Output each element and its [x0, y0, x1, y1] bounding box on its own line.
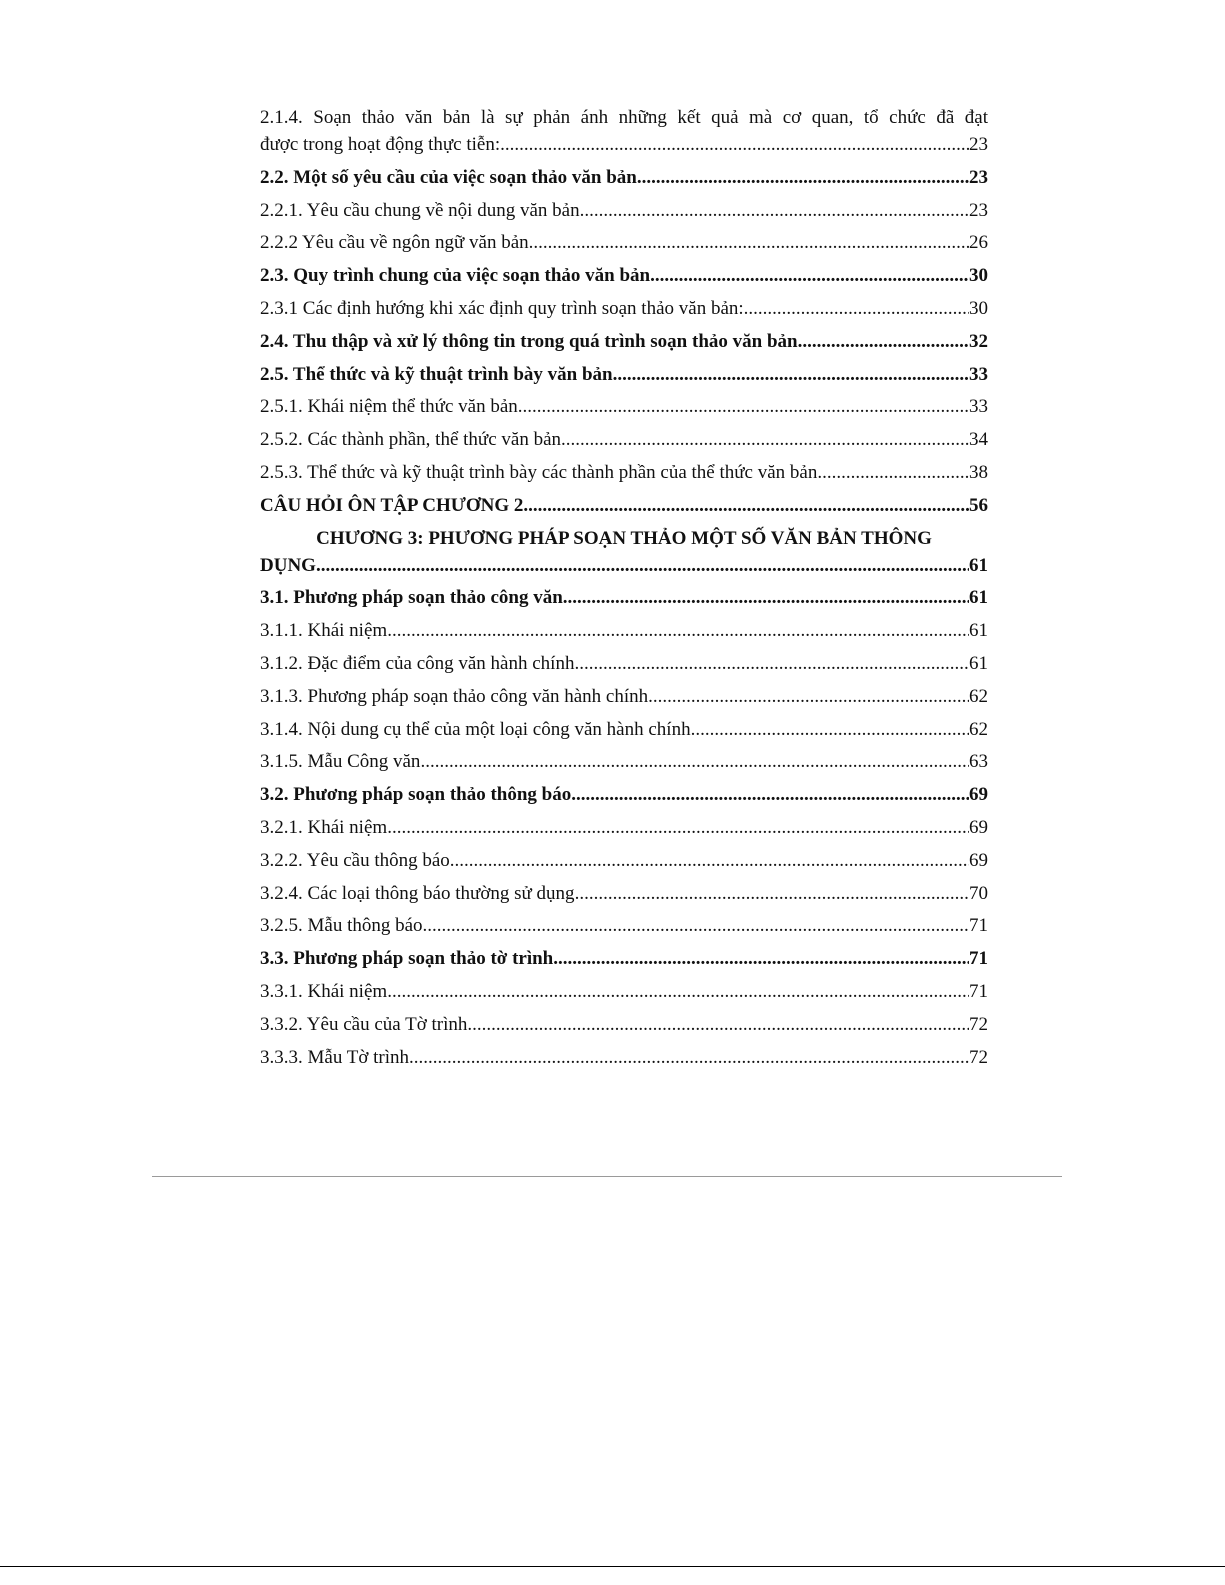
toc-entry-title: 3.1.5. Mẫu Công văn	[260, 751, 421, 773]
dot-leader	[553, 945, 969, 972]
dot-leader	[648, 683, 969, 710]
dot-leader	[518, 393, 969, 420]
toc-entry[interactable]	[260, 1044, 988, 1071]
toc-page-number: 38	[969, 461, 988, 483]
toc-entry[interactable]	[260, 393, 988, 420]
page-bottom-edge	[0, 1566, 1225, 1567]
toc-page-number: 33	[969, 363, 988, 385]
toc-page-number: 62	[969, 685, 988, 707]
toc-entry[interactable]	[260, 683, 988, 710]
toc-entry[interactable]	[260, 978, 988, 1005]
toc-entry[interactable]	[260, 847, 988, 874]
toc-page-number: 69	[969, 816, 988, 838]
toc-page-number: 23	[969, 134, 988, 155]
toc-review-questions[interactable]	[260, 492, 988, 519]
toc-entry-title: 3.2.2. Yêu cầu thông báo	[260, 849, 450, 871]
toc-page-number: 26	[969, 232, 988, 254]
toc-page-number: 69	[969, 784, 988, 806]
toc-entry[interactable]	[260, 748, 988, 775]
toc-entry-title: 3.3.2. Yêu cầu của Tờ trình	[260, 1013, 468, 1035]
dot-leader	[817, 459, 969, 486]
toc-entry[interactable]	[260, 197, 988, 224]
toc-entry[interactable]	[260, 459, 988, 486]
toc-section-heading[interactable]	[260, 945, 988, 972]
toc-entry-title: 3.1.1. Khái niệm	[260, 620, 388, 642]
toc-page-number: 30	[969, 297, 988, 319]
toc-entry-title: 3.2. Phương pháp soạn thảo thông báo	[260, 784, 572, 806]
toc-entry[interactable]	[260, 426, 988, 453]
toc-entry-title: 3.1.3. Phương pháp soạn thảo công văn hành chính	[260, 685, 649, 707]
toc-section-heading[interactable]	[260, 361, 988, 388]
dot-leader	[574, 650, 969, 677]
dot-leader	[798, 328, 969, 355]
toc-entry-title: 3.3.3. Mẫu Tờ trình	[260, 1046, 410, 1068]
toc-entry-title: 3.3.1. Khái niệm	[260, 980, 388, 1002]
dot-leader	[409, 1044, 969, 1071]
toc-section-heading[interactable]	[260, 262, 988, 289]
toc-entry[interactable]	[260, 229, 988, 256]
toc-entry-title: 2.5.3. Thể thức và kỹ thuật trình bày các thành phần của thể thức văn bản	[260, 461, 818, 483]
toc-page-number: 23	[969, 199, 988, 221]
toc-page-number: 56	[969, 494, 988, 516]
dot-leader	[563, 584, 969, 611]
table-of-contents	[260, 104, 988, 1076]
toc-entry[interactable]	[260, 295, 988, 322]
dot-leader	[467, 1011, 969, 1038]
toc-section-heading[interactable]	[260, 164, 988, 191]
toc-section-heading[interactable]	[260, 584, 988, 611]
toc-entry-title: 2.2.2 Yêu cầu về ngôn ngữ văn bản	[260, 232, 529, 254]
toc-entry-title: 2.3.1 Các định hướng khi xác định quy trình soạn thảo văn bản:	[260, 297, 744, 319]
toc-page-number: 23	[969, 166, 988, 188]
toc-page-number: 61	[969, 620, 988, 642]
dot-leader	[691, 716, 969, 743]
toc-page-number: 63	[969, 751, 988, 773]
dot-leader	[387, 978, 969, 1005]
toc-page-number: 32	[969, 330, 988, 352]
toc-entry[interactable]	[260, 716, 988, 743]
dot-leader	[316, 552, 969, 579]
dot-leader	[450, 847, 969, 874]
dot-leader	[529, 229, 969, 256]
dot-leader	[650, 262, 969, 289]
dot-leader	[580, 197, 969, 224]
toc-page-number: 34	[969, 429, 988, 451]
toc-entry-title: 2.2.1. Yêu cầu chung về nội dung văn bản	[260, 199, 580, 221]
toc-entry-title: 3.1. Phương pháp soạn thảo công văn	[260, 587, 563, 609]
dot-leader	[744, 295, 969, 322]
toc-entry-title: 3.3. Phương pháp soạn thảo tờ trình	[260, 948, 554, 970]
dot-leader	[387, 617, 969, 644]
toc-entry-title: 2.5.1. Khái niệm thể thức văn bản	[260, 396, 518, 418]
toc-entry[interactable]	[260, 912, 988, 939]
dot-leader	[637, 164, 969, 191]
toc-page-number: 62	[969, 718, 988, 740]
toc-page-number: 71	[969, 915, 988, 937]
dot-leader	[523, 492, 969, 519]
toc-entry-title-line-2: được trong hoạt động thực tiễn:	[260, 134, 501, 155]
dot-leader	[613, 361, 969, 388]
toc-section-heading[interactable]	[260, 328, 988, 355]
toc-page-number: 61	[969, 652, 988, 674]
toc-entry-title: 2.4. Thu thập và xử lý thông tin trong quá trình soạn thảo văn bản	[260, 330, 798, 352]
toc-page-number: 70	[969, 882, 988, 904]
toc-page-number: 72	[969, 1046, 988, 1068]
toc-page-number: 61	[969, 587, 988, 609]
dot-leader	[575, 880, 969, 907]
toc-entry-title-line-1: 2.1.4. Soạn thảo văn bản là sự phản ánh những kết quả mà cơ quan, tổ chức đã đạt	[260, 107, 988, 128]
toc-entry-title: CÂU HỎI ÔN TẬP CHƯƠNG 2	[260, 494, 524, 516]
toc-page-number: 33	[969, 396, 988, 418]
toc-entry[interactable]	[260, 104, 988, 158]
dot-leader	[500, 131, 969, 158]
dot-leader	[571, 781, 969, 808]
toc-page-number: 69	[969, 849, 988, 871]
toc-entry-title: 2.5. Thể thức và kỹ thuật trình bày văn bản	[260, 363, 613, 385]
toc-section-heading[interactable]	[260, 781, 988, 808]
toc-page-number: 71	[969, 948, 988, 970]
toc-entry[interactable]	[260, 880, 988, 907]
toc-entry[interactable]	[260, 1011, 988, 1038]
dot-leader	[561, 426, 969, 453]
toc-entry-title: 3.2.1. Khái niệm	[260, 816, 388, 838]
toc-chapter-title-line-2: DỤNG	[260, 554, 316, 576]
toc-chapter-title-line-1: CHƯƠNG 3: PHƯƠNG PHÁP SOẠN THẢO MỘT SỐ VĂN BẢN THÔNG	[316, 527, 932, 549]
toc-entry[interactable]	[260, 814, 988, 841]
dot-leader	[387, 814, 969, 841]
dot-leader	[420, 748, 969, 775]
toc-entry[interactable]	[260, 617, 988, 644]
toc-entry-title: 3.1.2. Đặc điểm của công văn hành chính	[260, 652, 575, 674]
page-footer-divider	[152, 1176, 1062, 1177]
toc-entry-title: 2.2. Một số yêu cầu của việc soạn thảo văn bản	[260, 166, 637, 188]
toc-page-number: 72	[969, 1013, 988, 1035]
toc-page-number: 71	[969, 980, 988, 1002]
toc-entry-title: 3.2.5. Mẫu thông báo	[260, 915, 423, 937]
toc-chapter-heading[interactable]	[260, 525, 988, 579]
dot-leader	[423, 912, 969, 939]
toc-entry-title: 2.3. Quy trình chung của việc soạn thảo văn bản	[260, 265, 651, 287]
toc-entry-title: 3.2.4. Các loại thông báo thường sử dụng	[260, 882, 575, 904]
toc-entry-title: 2.5.2. Các thành phần, thể thức văn bản	[260, 429, 562, 451]
toc-entry[interactable]	[260, 650, 988, 677]
toc-entry-title: 3.1.4. Nội dung cụ thể của một loại công văn hành chính	[260, 718, 691, 740]
toc-page-number: 61	[969, 554, 988, 576]
toc-page-number: 30	[969, 265, 988, 287]
